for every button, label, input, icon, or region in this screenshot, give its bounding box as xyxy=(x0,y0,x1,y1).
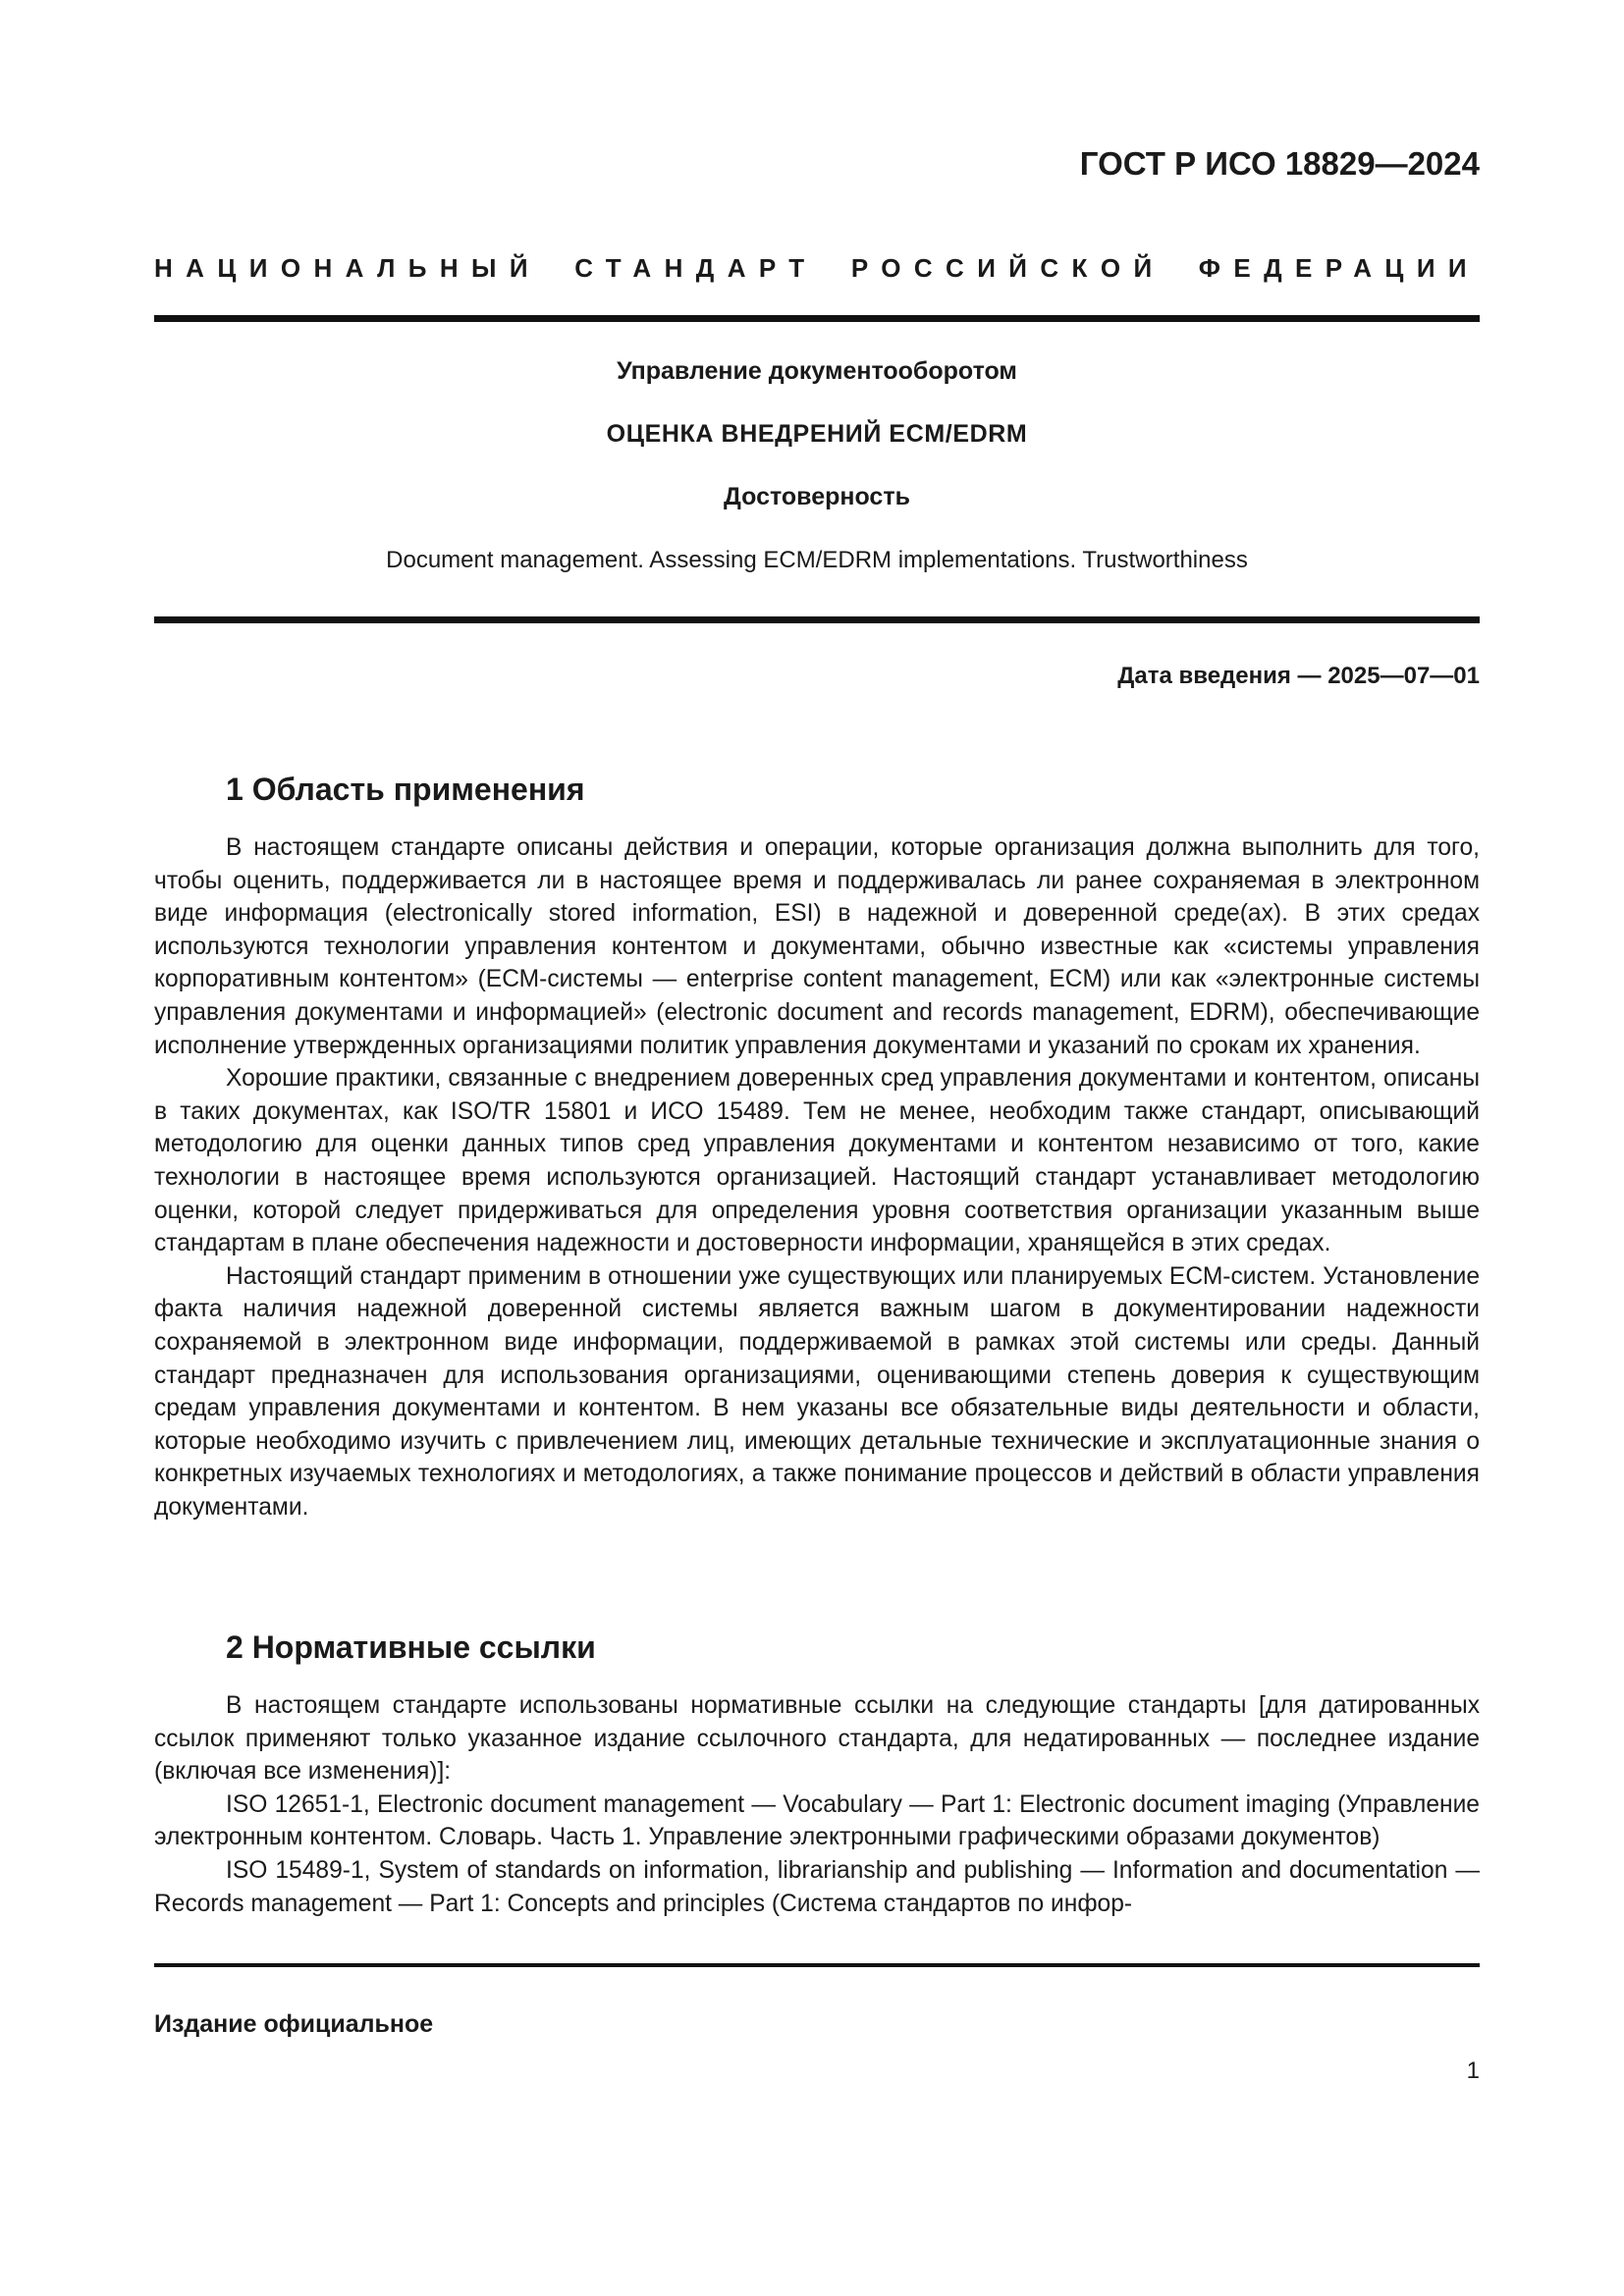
section-2-paragraph: ISO 12651-1, Electronic document management — Vocabulary — Part 1: Electronic document imaging (Управление электронным контентом. Словарь. Часть 1. Управление электронными графическими образами документов) xyxy=(154,1790,1480,1851)
title-english: Document management. Assessing ECM/EDRM implementations. Trustworthiness xyxy=(386,547,1248,573)
section-2-paragraph: В настоящем стандарте использованы нормативные ссылки на следующие стандарты [для датированных ссылок применяют только указанное издание ссылочного стандарта, для недатированных — последнее издание (включая все изменения)]: xyxy=(154,1692,1480,1786)
document-page xyxy=(154,0,1480,2296)
standard-designation: ГОСТ Р ИСО 18829—2024 xyxy=(1079,145,1480,182)
header-rule-top xyxy=(154,315,1480,322)
title-sub: Достоверность xyxy=(724,483,910,510)
national-standard-banner: НАЦИОНАЛЬНЫЙ СТАНДАРТ РОССИЙСКОЙ ФЕДЕРАЦИИ xyxy=(154,253,1480,283)
introduction-date: Дата введения — 2025—07—01 xyxy=(1117,663,1480,689)
page-number: 1 xyxy=(1466,2057,1480,2084)
header-rule-bottom xyxy=(154,616,1480,623)
footer-rule xyxy=(154,1963,1480,1967)
title-group: Управление документооборотом xyxy=(617,357,1017,385)
section-2-body xyxy=(154,1689,1480,1920)
section-1-heading: 1 Область применения xyxy=(226,772,585,807)
section-1-body xyxy=(154,831,1480,1523)
section-1-paragraph: Настоящий стандарт применим в отношении уже существующих или планируемых ЕСМ-систем. Установление факта наличия надежной доверенной системы является важным шагом в документировании надежности сохраняемой в электронном виде информации, поддерживаемой в рамках этой системы или среды. Данный стандарт предназначен для использования организациями, оценивающими степень доверия к существующим средам управления документами и контентом. В нем указаны все обязательные виды деятельности и области, которые необходимо изучить с привлечением лиц, имеющих детальные технические и эксплуатационные знания о конкретных изучаемых технологиях и методологиях, а также понимание процессов и действий в области управления документами. xyxy=(154,1262,1480,1521)
section-1-paragraph: Хорошие практики, связанные с внедрением доверенных сред управления документами и контентом, описаны в таких документах, как ISO/TR 15801 и ИСО 15489. Тем не менее, необходим также стандарт, описывающий методологию для оценки данных типов сред управления документами и контентом независимо от того, какие технологии в настоящее время используются организацией. Настоящий стандарт устанавливает методологию оценки, которой следует придерживаться для определения уровня соответствия организации указанным выше стандартам в плане обеспечения надежности и достоверности информации, хранящейся в этих средах. xyxy=(154,1065,1480,1257)
title-main: ОЦЕНКА ВНЕДРЕНИЙ ECM/EDRM xyxy=(606,420,1028,448)
official-edition-label: Издание официальное xyxy=(154,2010,434,2038)
section-2-heading: 2 Нормативные ссылки xyxy=(226,1629,596,1665)
section-2-paragraph: ISO 15489-1, System of standards on information, librarianship and publishing — Information and documentation — Records management — Part 1: Concepts and principles (Система стандартов по инфор- xyxy=(154,1856,1480,1917)
section-1-paragraph: В настоящем стандарте описаны действия и операции, которые организация должна выполнить для того, чтобы оценить, поддерживается ли в настоящее время и поддерживалась ли ранее сохраняемая в электронном виде информация (electronically stored information, ESI) в надежной и доверенной среде(ах). В этих средах используются технологии управления контентом и документами, обычно известные как «системы управления корпоративным контентом» (ЕСМ-системы — enterprise content management, ECM) или как «электронные системы управления документами и информацией» (electronic document and records management, EDRM), обеспечивающие исполнение утвержденных организациями политик управления документами и указаний по срокам их хранения. xyxy=(154,834,1480,1059)
